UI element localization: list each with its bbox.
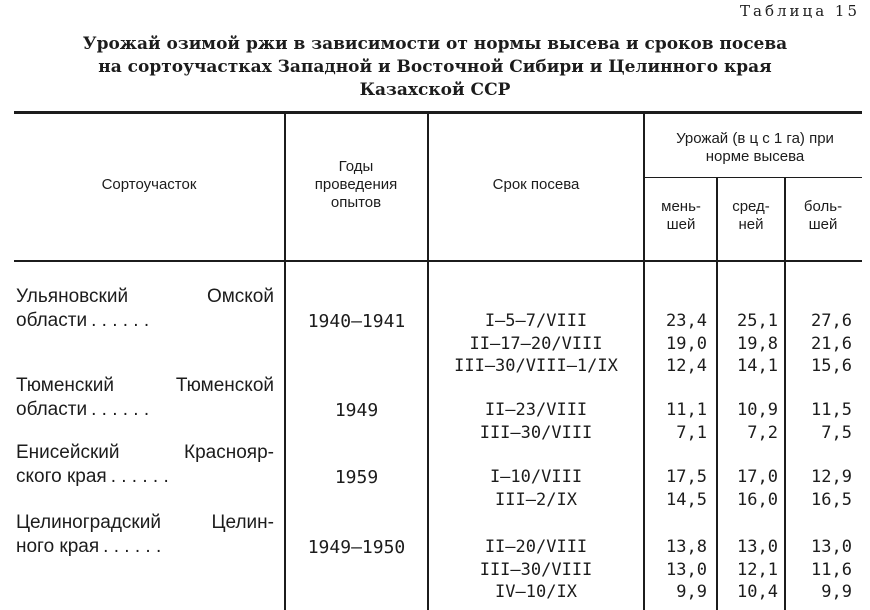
yield-lower-cell: 23,4 bbox=[666, 311, 707, 331]
sowing-date-cell: II—23/VIII bbox=[484, 400, 588, 420]
yield-medium-cell: 10,9 bbox=[737, 400, 778, 420]
yield-higher-cell: 21,6 bbox=[811, 333, 852, 354]
header-medium: сред-ней bbox=[732, 198, 770, 233]
yield-lower-cell: 13,0 bbox=[666, 559, 707, 580]
title-line-3: Казахской ССР bbox=[359, 80, 511, 100]
station-name-line: Енисейский Краснояр- bbox=[16, 442, 274, 463]
header-station: Сортоучасток bbox=[101, 176, 197, 193]
header-years: Годы проведения опытов bbox=[314, 158, 398, 211]
yield-higher-cell: 9,9 bbox=[821, 582, 852, 602]
header-bottom-rule bbox=[14, 260, 862, 262]
table-top-rule bbox=[14, 111, 862, 114]
sowing-date-cell: III—30/VIII bbox=[479, 422, 593, 443]
yield-higher-cell: 16,5 bbox=[811, 489, 852, 510]
years-cell: 1940—1941 bbox=[307, 311, 406, 332]
station-name-line: Тюменский Тюменской bbox=[16, 375, 274, 396]
yield-lower-cell: 13,8 bbox=[666, 537, 707, 557]
title-line-1: Урожай озимой ржи в зависимости от нормы высева и сроков посева bbox=[82, 34, 788, 54]
leader-dots: . . . . . . bbox=[91, 399, 150, 420]
yield-medium-cell: 12,1 bbox=[737, 559, 778, 580]
sowing-date-cell: I—5—7/VIII bbox=[484, 311, 588, 331]
yield-medium-cell: 14,1 bbox=[737, 356, 778, 376]
header-yield-group: Урожай (в ц с 1 га) при норме высева bbox=[676, 130, 834, 165]
station-name-line: ного края bbox=[16, 536, 100, 557]
leader-dots: . . . . . . bbox=[103, 536, 162, 557]
yield-higher-cell: 11,5 bbox=[811, 400, 852, 420]
leader-dots: . . . . . . bbox=[110, 466, 169, 487]
table-number: Таблица 15 bbox=[740, 2, 860, 20]
yield-medium-cell: 25,1 bbox=[737, 311, 778, 331]
header-sowing-date: Срок посева bbox=[492, 176, 580, 193]
yield-medium-cell: 16,0 bbox=[737, 489, 778, 510]
yield-lower-cell: 12,4 bbox=[666, 356, 707, 376]
years-cell: 1959 bbox=[334, 467, 379, 488]
yield-higher-cell: 13,0 bbox=[811, 537, 852, 557]
sowing-date-cell: IV—10/IX bbox=[495, 582, 577, 602]
station-name-line: Целиноградский Целин- bbox=[16, 512, 274, 533]
years-cell: 1949—1950 bbox=[307, 537, 406, 558]
header-lower: мень-шей bbox=[661, 198, 701, 233]
yield-lower-cell: 11,1 bbox=[666, 400, 707, 420]
years-cell: 1949 bbox=[334, 400, 379, 421]
yield-lower-cell: 7,1 bbox=[676, 422, 707, 443]
title-line-2: на сортоучастках Западной и Восточной Сибири и Целинного края bbox=[98, 57, 772, 77]
station-name-line: области bbox=[16, 310, 88, 331]
yield-medium-cell: 13,0 bbox=[737, 537, 778, 557]
station-name-line: Ульяновский Омской bbox=[16, 286, 274, 307]
sowing-date-cell: III—30/VIII—1/IX bbox=[454, 356, 618, 376]
station-name-line: ского края bbox=[16, 466, 107, 487]
sowing-date-cell: II—20/VIII bbox=[484, 537, 588, 557]
yield-higher-cell: 7,5 bbox=[821, 422, 852, 443]
yield-lower-cell: 9,9 bbox=[676, 582, 707, 602]
yield-lower-cell: 19,0 bbox=[666, 333, 707, 354]
sowing-date-cell: III—30/VIII bbox=[479, 559, 593, 580]
yield-subheader-rule bbox=[645, 177, 862, 178]
yield-lower-cell: 14,5 bbox=[666, 489, 707, 510]
yield-medium-cell: 19,8 bbox=[737, 333, 778, 354]
sowing-date-cell: III—2/IX bbox=[495, 489, 577, 510]
yield-medium-cell: 7,2 bbox=[747, 422, 778, 443]
yield-lower-cell: 17,5 bbox=[666, 467, 707, 487]
yield-higher-cell: 27,6 bbox=[811, 311, 852, 331]
header-higher: боль-шей bbox=[803, 198, 843, 233]
sowing-date-cell: II—17—20/VIII bbox=[469, 333, 603, 354]
yield-medium-cell: 10,4 bbox=[737, 582, 778, 602]
yield-higher-cell: 15,6 bbox=[811, 356, 852, 376]
yield-higher-cell: 11,6 bbox=[811, 559, 852, 580]
station-name-line: области bbox=[16, 399, 88, 420]
leader-dots: . . . . . . bbox=[91, 310, 150, 331]
yield-higher-cell: 12,9 bbox=[811, 467, 852, 487]
yield-medium-cell: 17,0 bbox=[737, 467, 778, 487]
sowing-date-cell: I—10/VIII bbox=[489, 467, 583, 487]
